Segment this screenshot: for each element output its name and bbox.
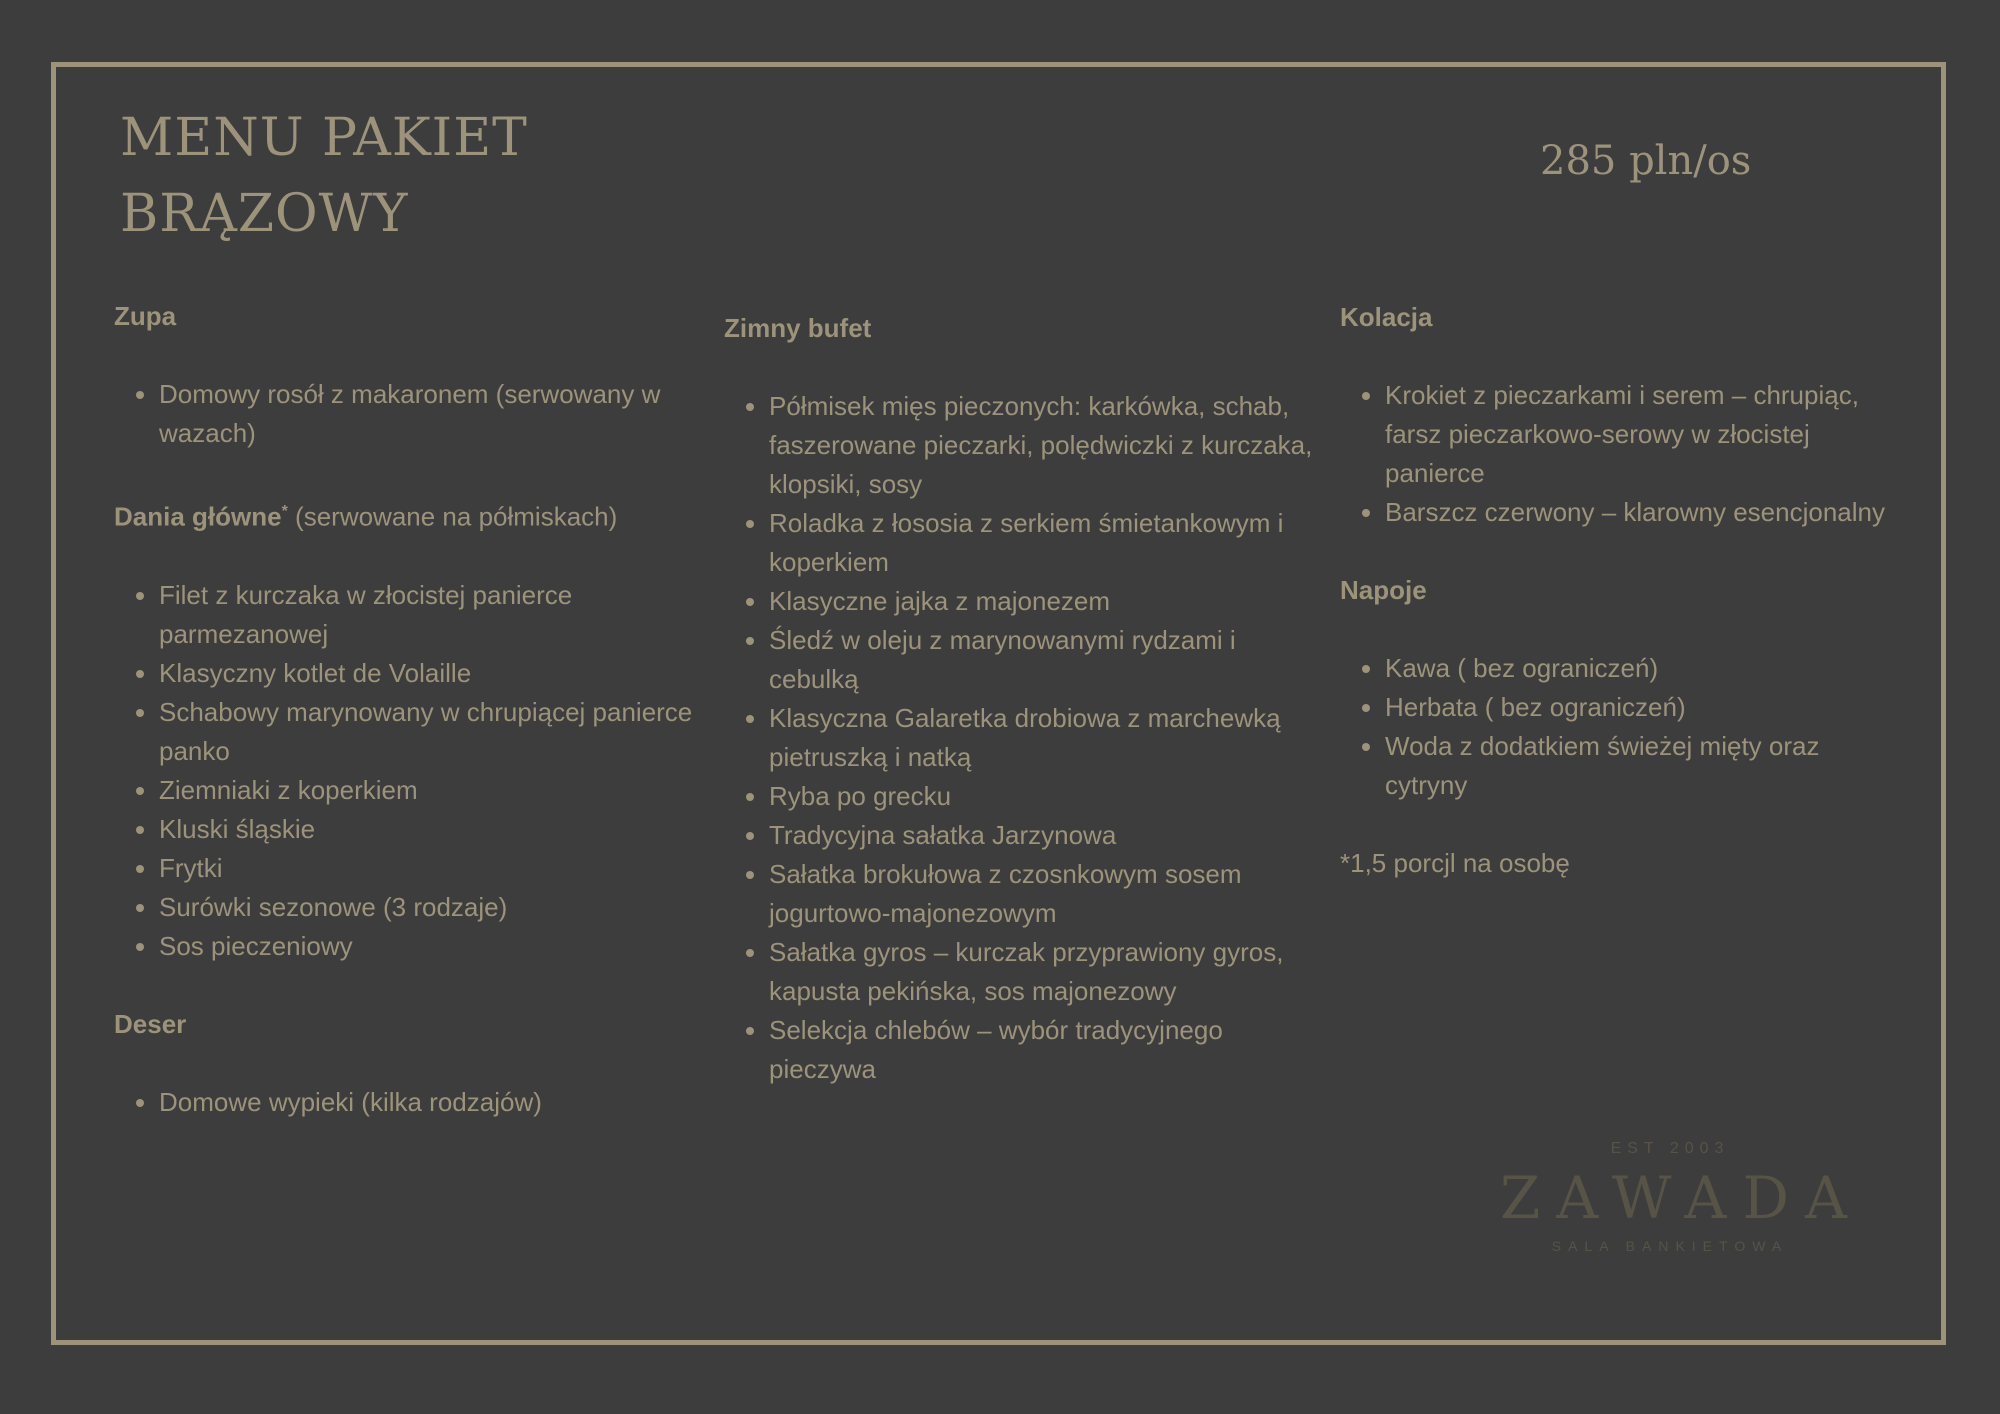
list-item: • Klasyczna Galaretka drobiowa z marchewką pietruszką i natką bbox=[769, 699, 1324, 777]
list-item: • Roladka z łososia z serkiem śmietankowym i koperkiem bbox=[769, 504, 1324, 582]
list-item: • Klasyczny kotlet de Volaille bbox=[159, 654, 704, 693]
dania-asterisk: * bbox=[281, 503, 288, 520]
list-item: • Schabowy marynowany w chrupiącej panierce panko bbox=[159, 693, 704, 771]
column-right bbox=[1340, 298, 1900, 883]
list-item: • Surówki sezonowe (3 rodzaje) bbox=[159, 888, 704, 927]
menu-title bbox=[120, 100, 528, 252]
list-item: • Selekcja chlebów – wybór tradycyjnego pieczywa bbox=[769, 1011, 1324, 1089]
list-item: • Woda z dodatkiem świeżej mięty oraz cytryny bbox=[1385, 727, 1900, 805]
zawada-logo bbox=[1500, 1140, 1863, 1254]
list-item: • Tradycyjna sałatka Jarzynowa bbox=[769, 816, 1324, 855]
list-item: • Sos pieczeniowy bbox=[159, 927, 704, 966]
list-item: • Śledź w oleju z marynowanymi rydzami i cebulką bbox=[769, 621, 1324, 699]
list-item: • Barszcz czerwony – klarowny esencjonalny bbox=[1385, 493, 1900, 532]
list-item: • Ziemniaki z koperkiem bbox=[159, 771, 704, 810]
list-item: • Krokiet z pieczarkami i serem – chrupiąc, farsz pieczarkowo-serowy w złocistej panierce bbox=[1385, 376, 1900, 493]
list-item: • Herbata ( bez ograniczeń) bbox=[1385, 688, 1900, 727]
list-item: • Sałatka brokułowa z czosnkowym sosem jogurtowo-majonezowym bbox=[769, 855, 1324, 933]
section-heading-dania-glowne bbox=[114, 492, 704, 537]
list-item: • Kluski śląskie bbox=[159, 810, 704, 849]
price-per-person: 285 pln/os bbox=[1540, 138, 1752, 184]
column-left bbox=[114, 297, 704, 1122]
list-item: • Półmisek mięs pieczonych: karkówka, schab, faszerowane pieczarki, polędwiczki z kurczaka, klopsiki, sosy bbox=[769, 387, 1324, 504]
section-heading-napoje: Napoje bbox=[1340, 575, 1427, 605]
dania-note: (serwowane na półmiskach) bbox=[287, 501, 618, 532]
column-middle bbox=[724, 309, 1324, 1089]
bufet-list bbox=[724, 387, 1324, 1089]
dania-heading-text: Dania główne bbox=[114, 501, 282, 532]
section-heading-zimny-bufet: Zimny bufet bbox=[724, 313, 872, 343]
logo-est: EST 2003 bbox=[1610, 1140, 1730, 1157]
logo-name: ZAWADA bbox=[1500, 1164, 1863, 1232]
list-item: • Domowy rosół z makaronem (serwowany w wazach) bbox=[159, 375, 704, 453]
section-heading-deser: Deser bbox=[114, 1008, 187, 1039]
kolacja-list bbox=[1340, 376, 1900, 532]
section-heading-kolacja: Kolacja bbox=[1340, 302, 1433, 332]
deser-list bbox=[114, 1083, 704, 1122]
section-heading-zupa: Zupa bbox=[114, 301, 177, 331]
dania-list bbox=[114, 576, 704, 966]
logo-subtitle: SALA BANKIETOWA bbox=[1551, 1238, 1789, 1254]
list-item: • Sałatka gyros – kurczak przyprawiony gyros, kapusta pekińska, sos majonezowy bbox=[769, 933, 1324, 1011]
list-item: • Domowe wypieki (kilka rodzajów) bbox=[159, 1083, 704, 1122]
footnote: *1,5 porcjl na osobę bbox=[1340, 848, 1570, 878]
list-item: • Kawa ( bez ograniczeń) bbox=[1385, 649, 1900, 688]
napoje-list bbox=[1340, 649, 1900, 805]
list-item: • Ryba po grecku bbox=[769, 777, 1324, 816]
menu-title-line-1: MENU PAKIET bbox=[120, 108, 528, 168]
zupa-list bbox=[114, 375, 704, 453]
list-item: • Klasyczne jajka z majonezem bbox=[769, 582, 1324, 621]
menu-title-line-2: BRĄZOWY bbox=[120, 184, 409, 244]
list-item: • Filet z kurczaka w złocistej panierce parmezanowej bbox=[159, 576, 704, 654]
list-item: • Frytki bbox=[159, 849, 704, 888]
